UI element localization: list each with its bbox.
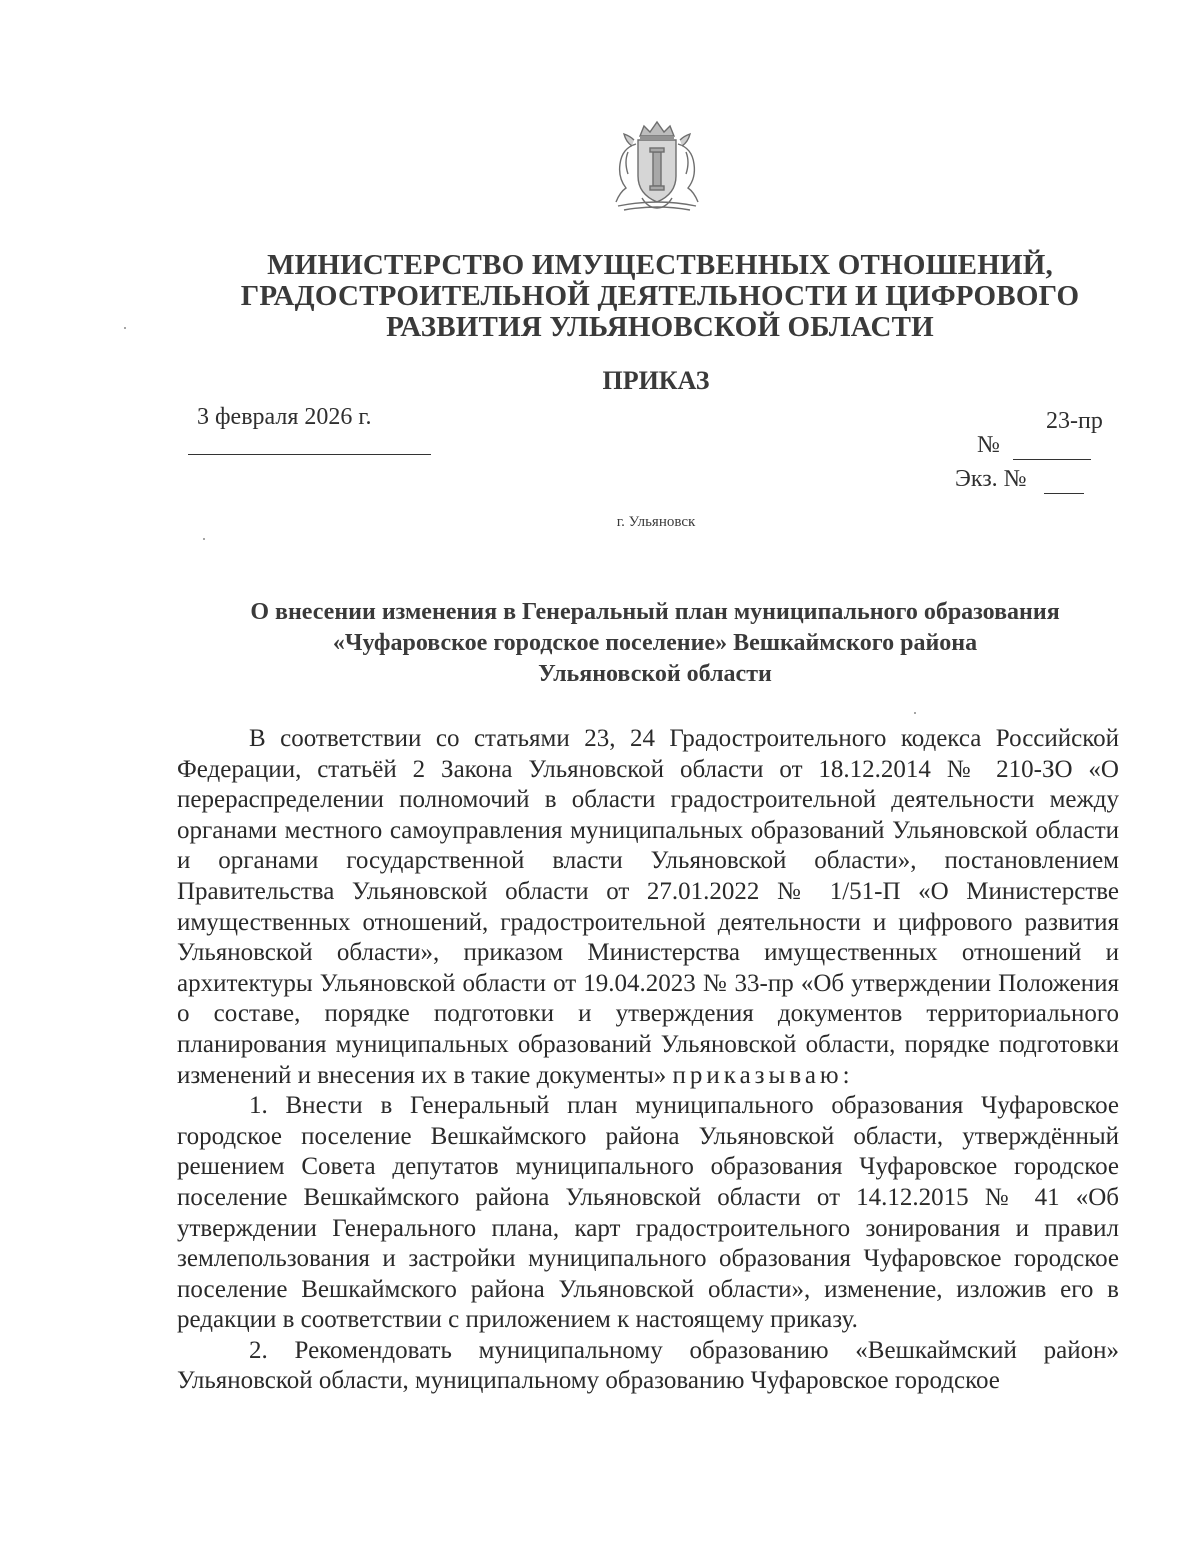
order-number-underline [1013,459,1091,460]
coat-of-arms-icon [598,118,716,216]
date-underline [188,454,431,455]
heading-line-3: Ульяновской области [538,661,772,687]
order-title: ПРИКАЗ [602,366,710,395]
scan-speck [914,712,916,714]
preamble-text: В соответствии со статьями 23, 24 Градостроительного кодекса Российской Федерации, статьёй 2 Закона Ульяновской области от 18.12.2014 № 210-ЗО «О перераспределении полномочий в области градостроительной деятельности между органами местного самоуправления муниципальных образований Ульяновской области и органами государственной власти Ульяновской области», постановлением Правительства Ульяновской области от 27.01.2022 № 1/51-П «О Министерстве имущественных отношений, градостроительной деятельности и цифрового развития Ульяновской области», приказом Министерства имущественных отношений и архитектуры Ульяновской области от 19.04.2023 № 33-пр «Об утверждении Положения о составе, порядке подготовки и утверждения документов территориального планирования муниципальных образований Ульяновской области, порядке подготовки изменений и внесения их в такие документы» [177,725,1119,1089]
copy-number-underline [1044,493,1084,494]
document-body [177,724,1119,1397]
order-date: 3 февраля 2026 г. [197,404,372,430]
order-number-value: 23-пр [1046,408,1103,434]
scan-speck [124,327,126,329]
heading-line-1: О внесении изменения в Генеральный план муниципального образования [250,599,1060,625]
copy-number-label: Экз. № [955,466,1027,492]
paragraph-preamble [177,724,1119,1091]
ministry-line-1: МИНИСТЕРСТВО ИМУЩЕСТВЕННЫХ ОТНОШЕНИЙ, [267,249,1053,281]
paragraph-item-2: 2. Рекомендовать муниципальному образованию «Вешкаймский район» Ульяновской области, муниципальному образованию Чуфаровское городское [177,1336,1119,1395]
order-number-label: № [977,432,1000,458]
scan-speck [203,538,205,540]
document-heading [170,597,1140,690]
order-keyword: приказываю: [672,1061,854,1089]
ministry-line-2: ГРАДОСТРОИТЕЛЬНОЙ ДЕЯТЕЛЬНОСТИ И ЦИФРОВОГО [240,280,1080,312]
paragraph-item-1: 1. Внести в Генеральный план муниципального образования Чуфаровское городское поселение Вешкаймского района Ульяновской области, утверждённый решением Совета депутатов муниципального образования Чуфаровское городское поселение Вешкаймского района Ульяновской области от 14.12.2015 № 41 «Об утверждении Генерального плана, карт градостроительного зонирования и правил землепользования и застройки муниципального образования Чуфаровское городское поселение Вешкаймского района Ульяновской области», изменение, изложив его в редакции в соответствии с приложением к настоящему приказу. [177,1092,1119,1334]
heading-line-2: «Чуфаровское городское поселение» Вешкаймского района [332,630,978,656]
ministry-line-3: РАЗВИТИЯ УЛЬЯНОВСКОЙ ОБЛАСТИ [386,311,934,343]
ministry-name [180,250,1140,343]
city-name: г. Ульяновск [616,514,696,530]
